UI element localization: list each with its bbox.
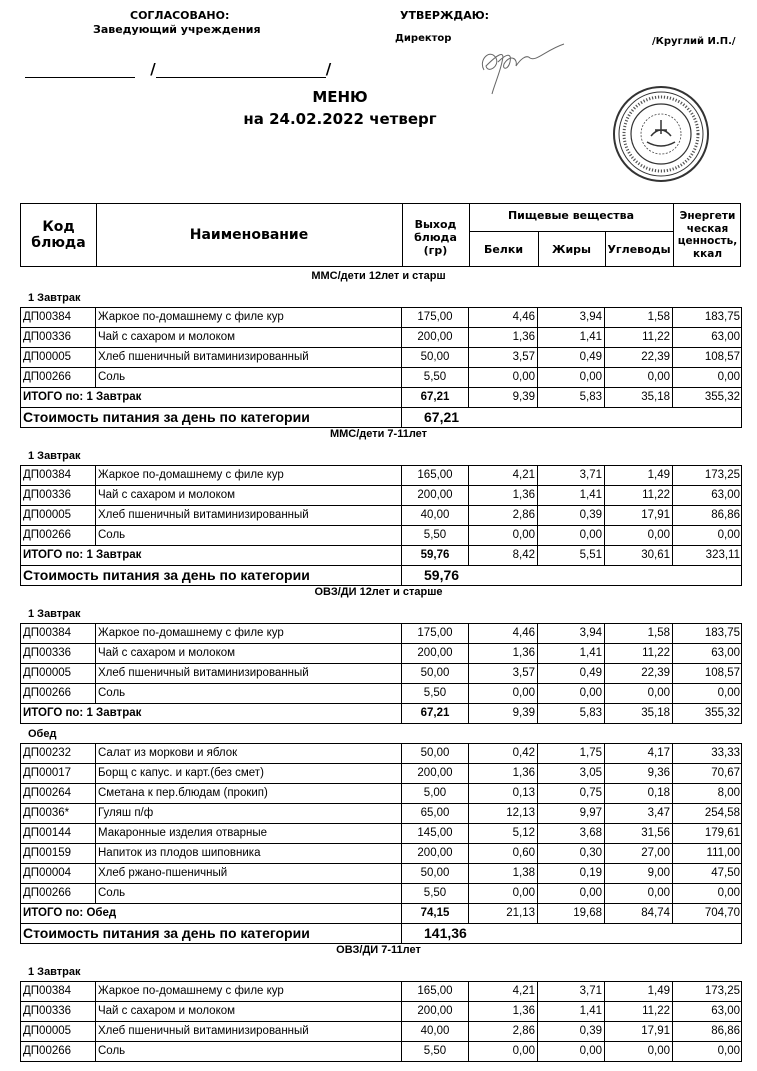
dish-carbs: 27,00	[605, 844, 673, 863]
dish-name: Чай с сахаром и молоком	[96, 328, 402, 347]
total-fats: 5,51	[538, 546, 605, 565]
daily-cost-value: 59,76	[424, 567, 460, 583]
column-header	[20, 203, 741, 267]
dish-carbs: 0,00	[605, 684, 673, 703]
dish-code: ДП00266	[21, 368, 96, 387]
dish-code: ДП00264	[21, 784, 96, 803]
dish-yield: 200,00	[402, 644, 469, 663]
dish-code: ДП00005	[21, 664, 96, 683]
dish-carbs: 17,91	[605, 1022, 673, 1041]
dish-carbs: 4,17	[605, 744, 673, 763]
table-row	[21, 368, 741, 388]
meal-title: 1 Завтрак	[28, 966, 81, 978]
dish-yield: 175,00	[402, 624, 469, 643]
dish-name: Хлеб пшеничный витаминизированный	[96, 348, 402, 367]
dish-carbs: 1,49	[605, 982, 673, 1001]
table-row	[21, 804, 741, 824]
dish-carbs: 0,00	[605, 368, 673, 387]
dish-name: Соль	[96, 884, 402, 903]
dish-fats: 1,41	[538, 486, 605, 505]
dish-yield: 40,00	[402, 506, 469, 525]
dish-energy: 86,86	[711, 1025, 740, 1037]
dish-name: Соль	[96, 368, 402, 387]
total-carbs: 35,18	[605, 388, 673, 407]
table-row	[21, 1002, 741, 1022]
total-yield: 74,15	[402, 904, 469, 923]
dish-proteins: 0,42	[469, 744, 538, 763]
total-proteins: 9,39	[469, 704, 538, 723]
total-row	[21, 546, 741, 566]
dish-code: ДП00336	[21, 328, 96, 347]
total-energy: 355,32	[704, 391, 740, 403]
dish-yield: 175,00	[402, 308, 469, 327]
dish-name: Чай с сахаром и молоком	[96, 644, 402, 663]
dish-code: ДП00384	[21, 466, 96, 485]
dish-proteins: 5,12	[469, 824, 538, 843]
meal-title: 1 Завтрак	[28, 450, 81, 462]
dish-name: Чай с сахаром и молоком	[96, 1002, 402, 1021]
dish-name: Хлеб ржано-пшеничный	[96, 864, 402, 883]
dish-yield: 5,50	[402, 368, 469, 387]
total-row	[21, 704, 741, 724]
dish-carbs: 22,39	[605, 348, 673, 367]
dish-energy: 0,00	[717, 529, 740, 541]
dish-code: ДП0036*	[21, 804, 96, 823]
dish-proteins: 0,00	[469, 684, 538, 703]
meal-table	[20, 743, 742, 924]
dish-fats: 0,49	[538, 348, 605, 367]
dish-energy: 254,58	[704, 807, 740, 819]
daily-cost-row	[20, 407, 742, 428]
dish-code: ДП00266	[21, 884, 96, 903]
table-row	[21, 328, 741, 348]
meal-title: Обед	[28, 728, 57, 740]
dish-fats: 1,41	[538, 328, 605, 347]
dish-name: Гуляш п/ф	[96, 804, 402, 823]
dish-carbs: 11,22	[605, 644, 673, 663]
menu-title: МЕНЮ	[312, 88, 368, 106]
dish-yield: 145,00	[402, 824, 469, 843]
table-row	[21, 1042, 741, 1062]
dish-proteins: 2,86	[469, 1022, 538, 1041]
meal-title: 1 Завтрак	[28, 608, 81, 620]
dish-code: ДП00004	[21, 864, 96, 883]
dish-fats: 9,97	[538, 804, 605, 823]
dish-fats: 0,49	[538, 664, 605, 683]
table-row	[21, 784, 741, 804]
dish-energy: 183,75	[704, 311, 740, 323]
table-row	[21, 864, 741, 884]
dish-energy: 33,33	[711, 747, 740, 759]
dish-code: ДП00384	[21, 624, 96, 643]
dish-carbs: 1,58	[605, 624, 673, 643]
dish-carbs: 22,39	[605, 664, 673, 683]
dish-energy: 63,00	[711, 489, 740, 501]
col-carbs-header: Углеводы	[607, 242, 671, 256]
total-proteins: 9,39	[469, 388, 538, 407]
dish-yield: 5,50	[402, 884, 469, 903]
daily-cost-label: Стоимость питания за день по категории	[23, 565, 402, 585]
total-carbs: 84,74	[605, 904, 673, 923]
dish-yield: 200,00	[402, 486, 469, 505]
agreed-title: СОГЛАСОВАНО:	[130, 9, 230, 22]
dish-yield: 165,00	[402, 982, 469, 1001]
dish-fats: 0,19	[538, 864, 605, 883]
total-label: ИТОГО по: 1 Завтрак	[21, 704, 402, 723]
dish-energy: 111,00	[706, 847, 740, 859]
energy-line-1: Энергети	[679, 210, 736, 222]
dish-name: Сметана к пер.блюдам (прокип)	[96, 784, 402, 803]
meal-table	[20, 465, 742, 566]
dish-yield: 50,00	[402, 744, 469, 763]
dish-name: Хлеб пшеничный витаминизированный	[96, 506, 402, 525]
dish-energy: 108,57	[704, 667, 740, 679]
dish-proteins: 0,00	[469, 526, 538, 545]
table-row	[21, 1022, 741, 1042]
dish-yield: 165,00	[402, 466, 469, 485]
dish-carbs: 0,00	[605, 884, 673, 903]
dish-code: ДП00336	[21, 486, 96, 505]
dish-energy: 0,00	[717, 887, 740, 899]
table-row	[21, 624, 741, 644]
dish-fats: 3,68	[538, 824, 605, 843]
dish-fats: 0,00	[538, 884, 605, 903]
total-fats: 5,83	[538, 704, 605, 723]
dish-name: Чай с сахаром и молоком	[96, 486, 402, 505]
dish-carbs: 0,00	[605, 526, 673, 545]
dish-carbs: 11,22	[605, 486, 673, 505]
dish-name: Жаркое по-домашнему с филе кур	[96, 982, 402, 1001]
total-label: ИТОГО по: Обед	[21, 904, 402, 923]
dish-fats: 0,39	[538, 506, 605, 525]
dish-name: Макаронные изделия отварные	[96, 824, 402, 843]
total-carbs: 30,61	[605, 546, 673, 565]
total-label: ИТОГО по: 1 Завтрак	[21, 546, 402, 565]
dish-code: ДП00336	[21, 1002, 96, 1021]
dish-fats: 0,30	[538, 844, 605, 863]
meal-table	[20, 623, 742, 724]
dish-code: ДП00232	[21, 744, 96, 763]
dish-proteins: 0,00	[469, 1042, 538, 1061]
dish-fats: 0,39	[538, 1022, 605, 1041]
energy-line-2: ческая	[686, 222, 729, 235]
col-nutrients-header: Пищевые вещества	[507, 208, 635, 222]
dish-code: ДП00384	[21, 308, 96, 327]
dish-code: ДП00005	[21, 1022, 96, 1041]
dish-name: Борщ с капус. и карт.(без смет)	[96, 764, 402, 783]
table-row	[21, 526, 741, 546]
dish-energy: 8,00	[717, 787, 740, 799]
dish-name: Жаркое по-домашнему с филе кур	[96, 466, 402, 485]
dish-energy: 70,67	[711, 767, 740, 779]
table-row	[21, 844, 741, 864]
dish-fats: 3,71	[538, 982, 605, 1001]
dish-name: Жаркое по-домашнему с филе кур	[96, 624, 402, 643]
dish-energy: 0,00	[717, 1045, 740, 1057]
dish-carbs: 3,47	[605, 804, 673, 823]
col-code-header: Код блюда	[31, 219, 86, 251]
col-energy-header	[673, 204, 742, 266]
section-title: ММС/дети 12лет и старш	[311, 270, 446, 282]
total-energy: 355,32	[704, 707, 740, 719]
approve-title: УТВЕРЖДАЮ:	[400, 9, 490, 22]
col-fats-header: Жиры	[552, 242, 591, 256]
dish-proteins: 1,36	[469, 328, 538, 347]
table-row	[21, 764, 741, 784]
dish-energy: 63,00	[711, 331, 740, 343]
dish-yield: 5,50	[402, 526, 469, 545]
dish-proteins: 1,36	[469, 764, 538, 783]
section-title: ОВЗ/ДИ 7-11лет	[336, 944, 421, 956]
dish-name: Напиток из плодов шиповника	[96, 844, 402, 863]
table-row	[21, 744, 741, 764]
dish-code: ДП00159	[21, 844, 96, 863]
dish-carbs: 9,36	[605, 764, 673, 783]
dish-fats: 1,41	[538, 644, 605, 663]
total-carbs: 35,18	[605, 704, 673, 723]
dish-fats: 1,41	[538, 1002, 605, 1021]
dish-name: Соль	[96, 684, 402, 703]
daily-cost-label: Стоимость питания за день по категории	[23, 923, 402, 943]
daily-cost-value: 141,36	[424, 925, 467, 941]
dish-fats: 0,00	[538, 1042, 605, 1061]
dish-proteins: 3,57	[469, 348, 538, 367]
total-fats: 5,83	[538, 388, 605, 407]
dish-energy: 47,50	[711, 867, 740, 879]
total-proteins: 8,42	[469, 546, 538, 565]
dish-energy: 183,75	[704, 627, 740, 639]
dish-name: Соль	[96, 1042, 402, 1061]
dish-code: ДП00144	[21, 824, 96, 843]
dish-carbs: 11,22	[605, 1002, 673, 1021]
meal-table	[20, 981, 742, 1062]
dish-name: Салат из моркови и яблок	[96, 744, 402, 763]
total-yield: 67,21	[402, 704, 469, 723]
dish-proteins: 1,38	[469, 864, 538, 883]
dish-proteins: 0,00	[469, 884, 538, 903]
daily-cost-row	[20, 565, 742, 586]
dish-energy: 179,61	[704, 827, 740, 839]
dish-energy: 86,86	[711, 509, 740, 521]
dish-yield: 5,50	[402, 1042, 469, 1061]
table-row	[21, 348, 741, 368]
dish-yield: 50,00	[402, 348, 469, 367]
dish-name: Хлеб пшеничный витаминизированный	[96, 1022, 402, 1041]
dish-energy: 108,57	[704, 351, 740, 363]
total-row	[21, 388, 741, 408]
signature-icon	[476, 40, 566, 95]
dish-proteins: 0,60	[469, 844, 538, 863]
dish-proteins: 0,00	[469, 368, 538, 387]
dish-proteins: 4,46	[469, 624, 538, 643]
col-name-header: Наименование	[189, 227, 309, 243]
table-row	[21, 884, 741, 904]
dish-energy: 173,25	[704, 985, 740, 997]
dish-carbs: 1,58	[605, 308, 673, 327]
table-row	[21, 644, 741, 664]
dish-proteins: 12,13	[469, 804, 538, 823]
dish-name: Соль	[96, 526, 402, 545]
dish-yield: 200,00	[402, 764, 469, 783]
dish-proteins: 3,57	[469, 664, 538, 683]
meal-table	[20, 307, 742, 408]
section-title: ММС/дети 7-11лет	[329, 428, 428, 440]
total-yield: 67,21	[402, 388, 469, 407]
dish-proteins: 1,36	[469, 644, 538, 663]
daily-cost-value: 67,21	[424, 409, 460, 425]
dish-yield: 65,00	[402, 804, 469, 823]
dish-carbs: 1,49	[605, 466, 673, 485]
meal-title: 1 Завтрак	[28, 292, 81, 304]
dish-carbs: 11,22	[605, 328, 673, 347]
dish-carbs: 9,00	[605, 864, 673, 883]
dish-proteins: 1,36	[469, 1002, 538, 1021]
dish-fats: 3,94	[538, 308, 605, 327]
dish-fats: 3,94	[538, 624, 605, 643]
dish-energy: 63,00	[711, 1005, 740, 1017]
dish-energy: 63,00	[711, 647, 740, 659]
dish-code: ДП00005	[21, 506, 96, 525]
daily-cost-row	[20, 923, 742, 944]
total-proteins: 21,13	[469, 904, 538, 923]
dish-code: ДП00266	[21, 684, 96, 703]
dish-fats: 1,75	[538, 744, 605, 763]
dish-code: ДП00017	[21, 764, 96, 783]
total-energy: 323,11	[705, 549, 740, 561]
dish-carbs: 0,18	[605, 784, 673, 803]
dish-code: ДП00266	[21, 1042, 96, 1061]
dish-yield: 200,00	[402, 844, 469, 863]
agreed-signature-line: / /	[25, 60, 331, 78]
total-row	[21, 904, 741, 924]
dish-fats: 3,05	[538, 764, 605, 783]
dish-fats: 0,00	[538, 684, 605, 703]
dish-code: ДП00266	[21, 526, 96, 545]
dish-proteins: 0,13	[469, 784, 538, 803]
table-row	[21, 824, 741, 844]
dish-fats: 0,00	[538, 526, 605, 545]
table-row	[21, 684, 741, 704]
dish-name: Жаркое по-домашнему с филе кур	[96, 308, 402, 327]
dish-yield: 40,00	[402, 1022, 469, 1041]
daily-cost-label: Стоимость питания за день по категории	[23, 407, 402, 427]
dish-yield: 200,00	[402, 328, 469, 347]
table-row	[21, 664, 741, 684]
director-name: /Круглий И.П./	[652, 36, 736, 47]
dish-fats: 0,75	[538, 784, 605, 803]
dish-yield: 50,00	[402, 664, 469, 683]
dish-code: ДП00005	[21, 348, 96, 367]
dish-fats: 0,00	[538, 368, 605, 387]
menu-date: на 24.02.2022 четверг	[243, 110, 437, 128]
dish-proteins: 4,46	[469, 308, 538, 327]
dish-proteins: 4,21	[469, 982, 538, 1001]
dish-carbs: 31,56	[605, 824, 673, 843]
energy-line-4: ккал	[692, 247, 723, 260]
total-yield: 59,76	[402, 546, 469, 565]
table-row	[21, 506, 741, 526]
col-proteins-header: Белки	[483, 242, 524, 256]
dish-yield: 50,00	[402, 864, 469, 883]
total-label: ИТОГО по: 1 Завтрак	[21, 388, 402, 407]
dish-proteins: 1,36	[469, 486, 538, 505]
dish-yield: 5,00	[402, 784, 469, 803]
agreed-role: Заведующий учреждения	[93, 23, 261, 36]
dish-carbs: 17,91	[605, 506, 673, 525]
dish-name: Хлеб пшеничный витаминизированный	[96, 664, 402, 683]
table-row	[21, 982, 741, 1002]
total-fats: 19,68	[538, 904, 605, 923]
col-yield-header: Выход блюда (гр)	[414, 217, 457, 257]
dish-yield: 200,00	[402, 1002, 469, 1021]
dish-code: ДП00384	[21, 982, 96, 1001]
section-title: ОВЗ/ДИ 12лет и старше	[314, 586, 443, 598]
total-energy: 704,70	[704, 907, 740, 919]
dish-yield: 5,50	[402, 684, 469, 703]
table-row	[21, 486, 741, 506]
dish-fats: 3,71	[538, 466, 605, 485]
dish-proteins: 2,86	[469, 506, 538, 525]
dish-energy: 0,00	[717, 687, 740, 699]
dish-code: ДП00336	[21, 644, 96, 663]
dish-energy: 0,00	[717, 371, 740, 383]
dish-proteins: 4,21	[469, 466, 538, 485]
table-row	[21, 308, 741, 328]
approve-role: Директор	[395, 33, 452, 44]
dish-energy: 173,25	[704, 469, 740, 481]
table-row	[21, 466, 741, 486]
dish-carbs: 0,00	[605, 1042, 673, 1061]
energy-line-3: ценность,	[677, 235, 738, 247]
